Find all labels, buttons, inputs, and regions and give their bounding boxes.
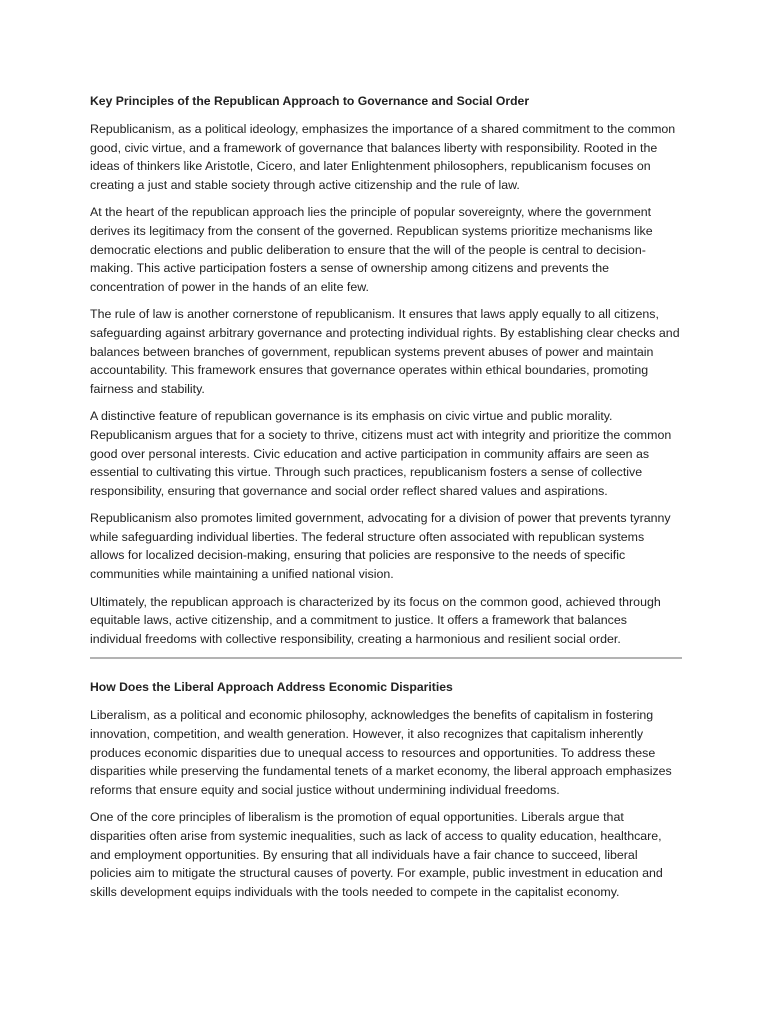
section-heading: How Does the Liberal Approach Address Economic Disparities	[90, 680, 453, 695]
paragraph: Republicanism, as a political ideology, emphasizes the importance of a shared commitment to the common good, civic virtue, and a framework of governance that balances liberty with responsibility. Rooted in the ideas of thinkers like Aristotle, Cicero, and later Enlightenment philosophers, republicanism focuses on creating a just and stable society through active citizenship and the rule of law.	[90, 122, 676, 192]
section-republican-approach	[90, 92, 680, 648]
section-heading: Key Principles of the Republican Approach to Governance and Social Order	[90, 94, 530, 108]
document-page	[90, 92, 680, 910]
paragraph: One of the core principles of liberalism is the promotion of equal opportunities. Liberals argue that disparities often arise from systemic inequalities, such as lack of access to quality education, healthcare, and employment opportunities. By ensuring that all individuals have a fair chance to succeed, liberal policies aim to mitigate the structural causes of poverty. For example, public investment in education and skills development equips individuals with the tools needed to compete in the capitalist economy.	[90, 810, 663, 899]
section-divider	[90, 657, 682, 659]
paragraph: Republicanism also promotes limited government, advocating for a division of power that prevents tyranny while safeguarding individual liberties. The federal structure often associated with republican systems allows for localized decision-making, ensuring that policies are responsive to the needs of specific communities while maintaining a unified national vision.	[90, 511, 671, 582]
paragraph: Liberalism, as a political and economic philosophy, acknowledges the benefits of capitalism in fostering innovation, competition, and wealth generation. However, it also recognizes that capitalism inherently produces economic disparities due to unequal access to resources and opportunities. To address these disparities while preserving the fundamental tenets of a market economy, the liberal approach emphasizes reforms that ensure equity and social justice without undermining individual freedoms.	[90, 708, 672, 797]
paragraph: The rule of law is another cornerstone of republicanism. It ensures that laws apply equally to all citizens, safeguarding against arbitrary governance and protecting individual rights. By establishing clear checks and balances between branches of government, republican systems prevent abuses of power and maintain accountability. This framework ensures that governance operates within ethical boundaries, promoting fairness and stability.	[90, 307, 680, 396]
paragraph: Ultimately, the republican approach is characterized by its focus on the common good, achieved through equitable laws, active citizenship, and a commitment to justice. It offers a framework that balances individual freedoms with collective responsibility, creating a harmonious and resilient social order.	[90, 594, 661, 646]
paragraph: At the heart of the republican approach lies the principle of popular sovereignty, where the government derives its legitimacy from the consent of the governed. Republican systems prioritize mechanisms like democratic elections and public deliberation to ensure that the will of the people is central to decision-making. This active participation fosters a sense of ownership among citizens and prevents the concentration of power in the hands of an elite few.	[90, 205, 653, 294]
section-liberal-approach	[90, 678, 680, 901]
paragraph: A distinctive feature of republican governance is its emphasis on civic virtue and public morality. Republicanism argues that for a society to thrive, citizens must act with integrity and prioritize the common good over personal interests. Civic education and active participation in community affairs are seen as essential to cultivating this virtue. Through such practices, republicanism fosters a sense of collective responsibility, ensuring that governance and social order reflect shared values and aspirations.	[90, 409, 672, 498]
